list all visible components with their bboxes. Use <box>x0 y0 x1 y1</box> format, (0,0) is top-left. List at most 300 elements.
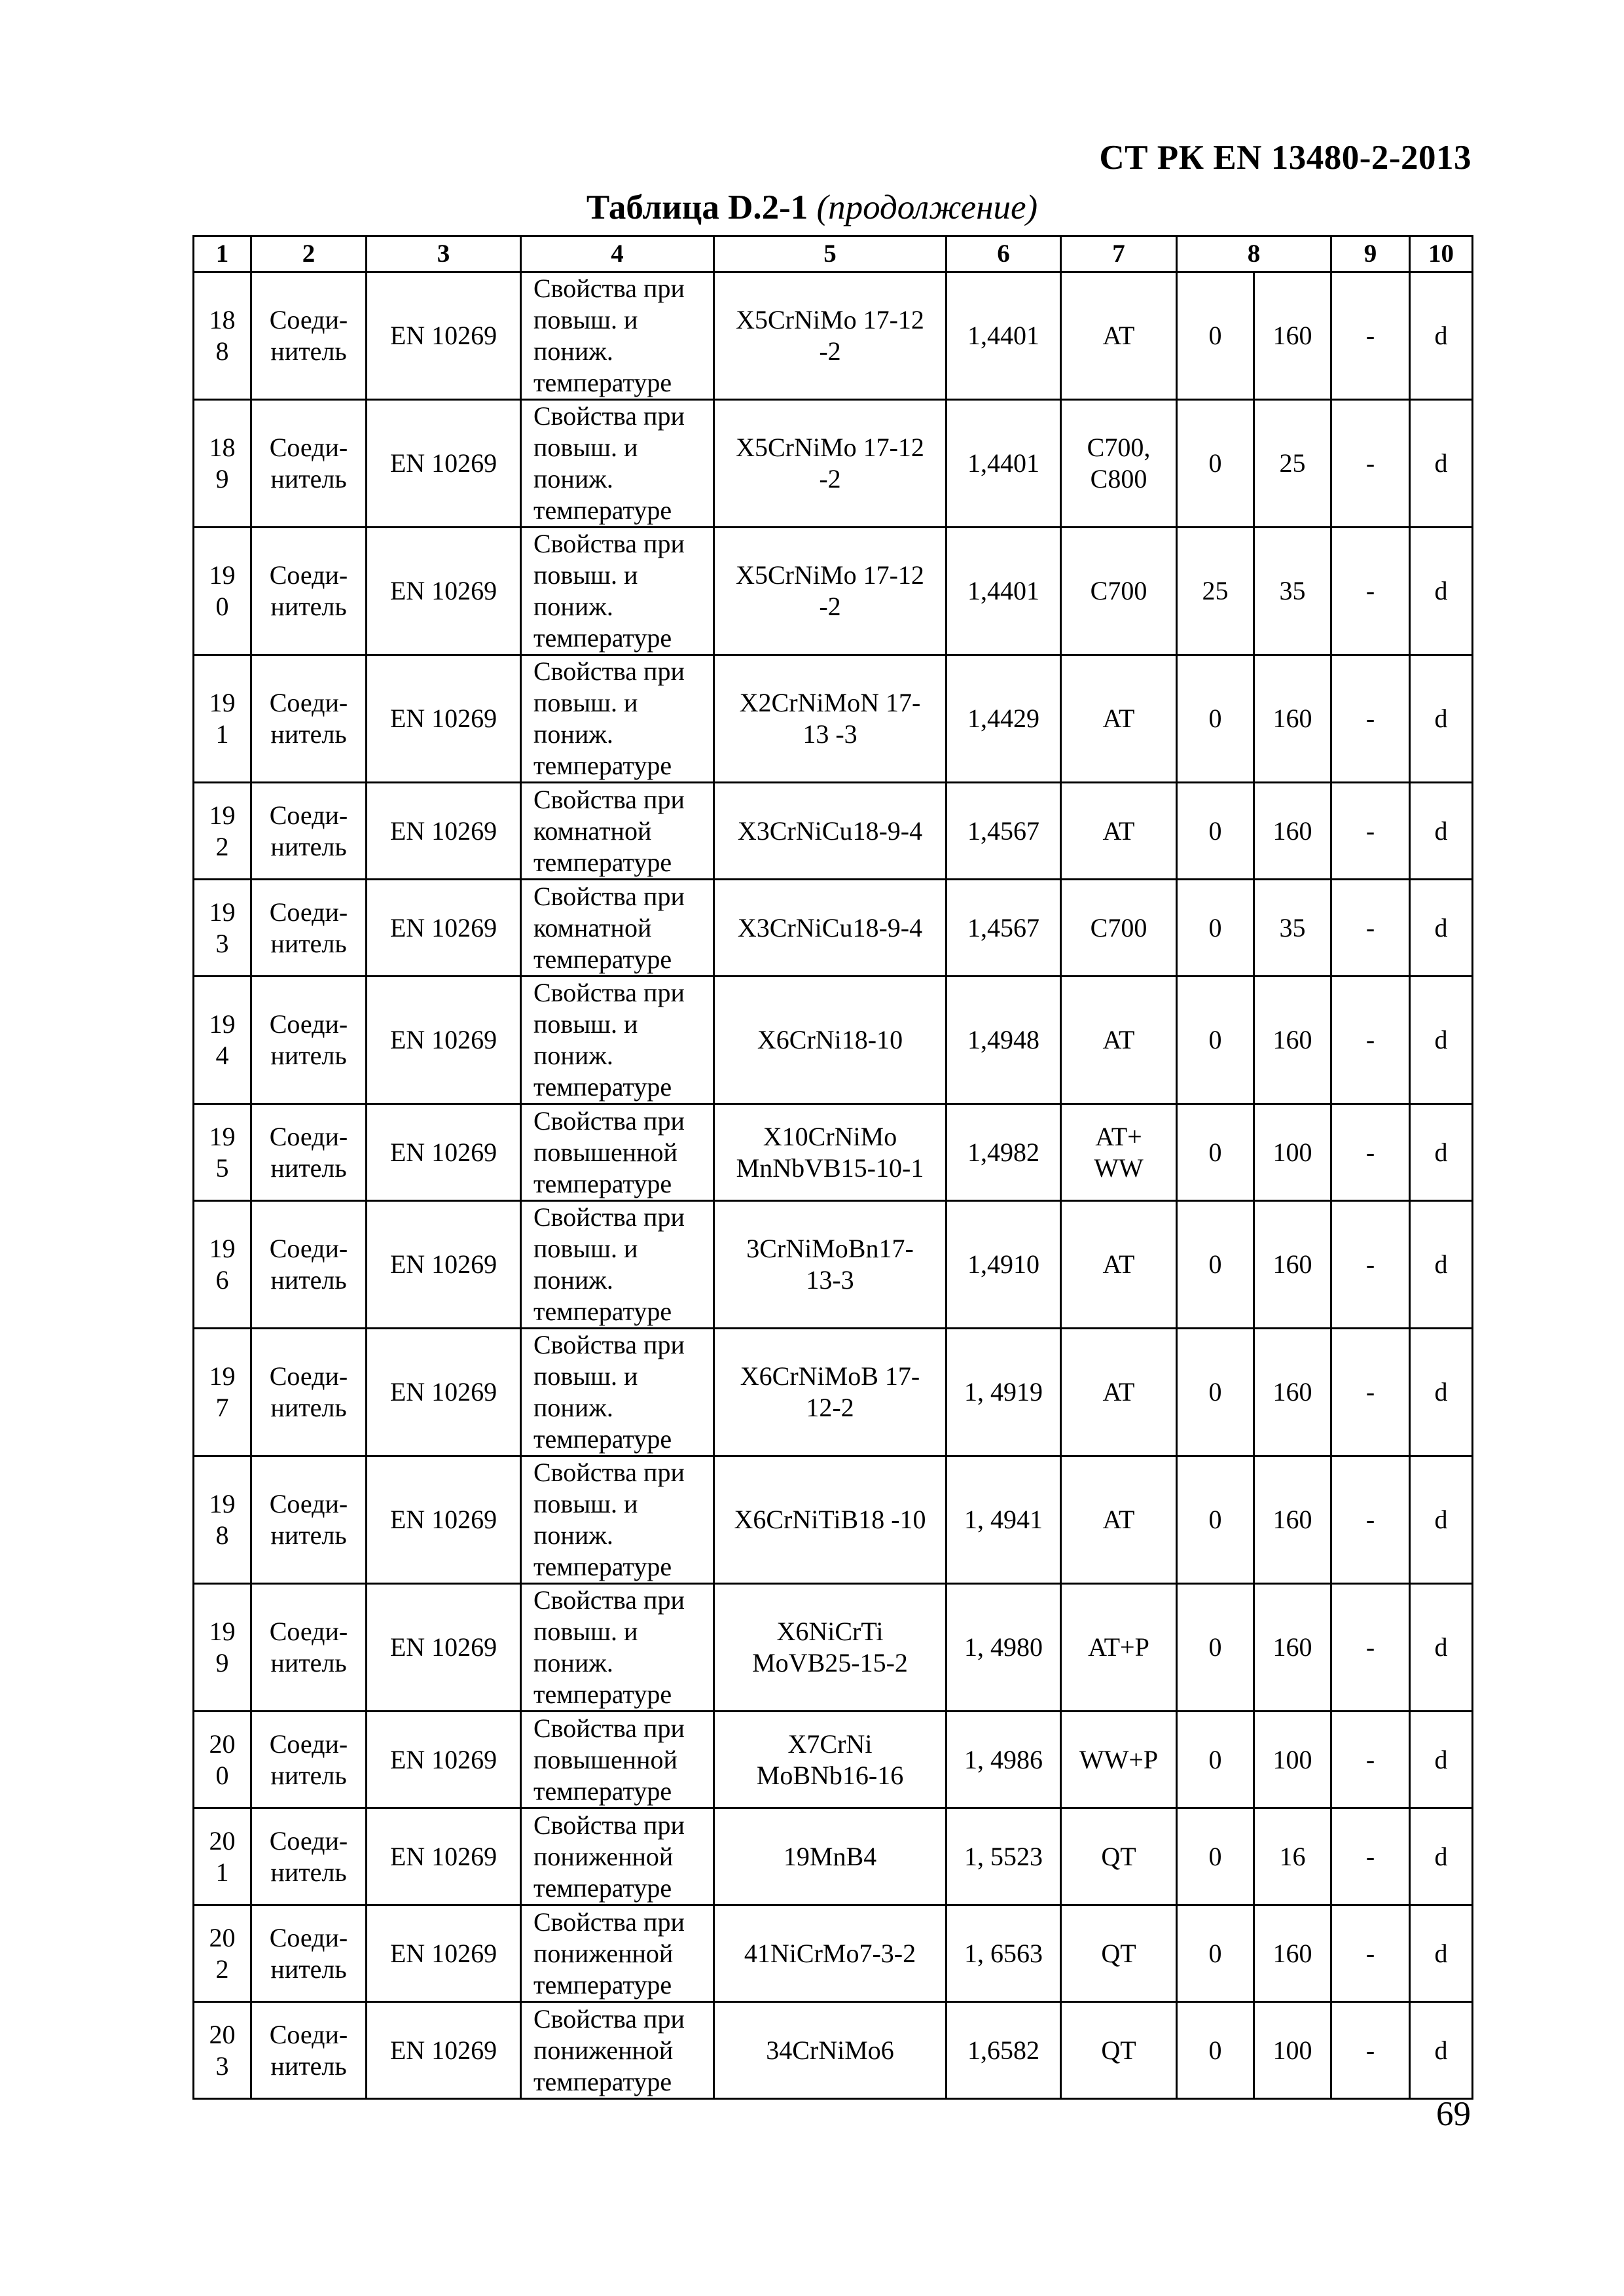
table-row <box>194 655 1473 783</box>
property-cell-line: Свойства при <box>533 881 685 911</box>
standard-cell: EN 10269 <box>367 1584 521 1712</box>
component-type-cell <box>251 1712 367 1808</box>
condition-cell <box>1061 977 1177 1104</box>
thickness-max-cell: 160 <box>1254 977 1331 1104</box>
property-cell-line: пониж. <box>533 1520 613 1550</box>
material-designation-cell-line: X5CrNiMo 17-12 <box>736 560 924 590</box>
row-number-cell-line: 18 <box>209 433 236 462</box>
column-10-cell: d <box>1410 783 1473 880</box>
property-cell <box>521 1905 714 2002</box>
condition-cell-line: QT <box>1101 1938 1136 1968</box>
property-cell-line: температуре <box>533 1072 672 1102</box>
condition-cell <box>1061 1456 1177 1584</box>
component-type-cell-line: Соеди- <box>269 1617 348 1646</box>
material-number-cell: 1,4948 <box>947 977 1061 1104</box>
row-number-cell-line: 3 <box>215 2051 229 2081</box>
column-9-cell: - <box>1331 880 1410 977</box>
standard-cell: EN 10269 <box>367 528 521 655</box>
thickness-max-cell: 160 <box>1254 1584 1331 1712</box>
table-name: Таблица D.2-1 <box>586 188 808 226</box>
table-row <box>194 1201 1473 1329</box>
component-type-cell-line: Соеди- <box>269 1729 348 1759</box>
component-type-cell-line: Соеди- <box>269 433 348 462</box>
column-10-cell: d <box>1410 1712 1473 1808</box>
material-designation-cell <box>714 1456 947 1584</box>
component-type-cell-line: Соеди- <box>269 1825 348 1856</box>
property-cell-line: Свойства при <box>533 1105 685 1136</box>
material-designation-cell <box>714 655 947 783</box>
column-9-cell: - <box>1331 783 1410 880</box>
property-cell-line: пониж. <box>533 1648 613 1677</box>
condition-cell-line: C700 <box>1090 912 1147 942</box>
row-number-cell-line: 20 <box>209 1922 236 1952</box>
property-cell-line: повыш. и <box>533 305 638 334</box>
material-designation-cell <box>714 528 947 655</box>
property-cell <box>521 977 714 1104</box>
component-type-cell-line: Соеди- <box>269 1489 348 1518</box>
condition-cell-line: QT <box>1101 2035 1136 2065</box>
row-number-cell-line: 8 <box>215 1520 229 1550</box>
material-designation-cell-line: X7CrNi <box>787 1729 873 1759</box>
row-number-cell-line: 3 <box>215 928 229 958</box>
thickness-min-cell: 0 <box>1177 1201 1254 1329</box>
column-9-cell: - <box>1331 2002 1410 2099</box>
thickness-max-cell: 100 <box>1254 2002 1331 2099</box>
condition-cell-line: AT <box>1102 816 1135 846</box>
thickness-min-cell: 0 <box>1177 783 1254 880</box>
property-cell-line: пониженной <box>533 1841 674 1871</box>
column-9-cell: - <box>1331 1104 1410 1201</box>
table-row <box>194 1584 1473 1712</box>
material-designation-cell-line: X3CrNiCu18-9-4 <box>737 912 923 942</box>
thickness-min-cell: 0 <box>1177 1712 1254 1808</box>
component-type-cell-line: нитель <box>270 1760 347 1790</box>
material-designation-cell-line: MoVB25-15-2 <box>752 1648 908 1677</box>
column-10-cell: d <box>1410 272 1473 400</box>
standard-cell: EN 10269 <box>367 977 521 1104</box>
standard-cell: EN 10269 <box>367 1201 521 1329</box>
property-cell-line: комнатной <box>533 912 652 942</box>
table-row <box>194 1808 1473 1905</box>
material-number-cell: 1, 5523 <box>947 1808 1061 1905</box>
property-cell <box>521 528 714 655</box>
row-number-cell <box>194 1712 251 1808</box>
component-type-cell <box>251 1456 367 1584</box>
material-number-cell: 1,4567 <box>947 880 1061 977</box>
property-cell-line: Свойства при <box>533 784 685 814</box>
condition-cell <box>1061 1329 1177 1456</box>
component-type-cell-line: нитель <box>270 1265 347 1295</box>
material-designation-cell-line: X3CrNiCu18-9-4 <box>737 816 923 846</box>
property-cell-line: Свойства при <box>533 1202 685 1232</box>
material-number-cell: 1,4401 <box>947 272 1061 400</box>
material-designation-cell <box>714 2002 947 2099</box>
page-number: 69 <box>1436 2095 1471 2133</box>
standard-cell: EN 10269 <box>367 1456 521 1584</box>
table-header-row <box>194 236 1473 272</box>
material-designation-cell-line: -2 <box>819 336 841 366</box>
row-number-cell-line: 19 <box>209 1361 236 1391</box>
column-9-cell: - <box>1331 655 1410 783</box>
row-number-cell <box>194 880 251 977</box>
condition-cell-line: AT <box>1102 1025 1135 1054</box>
condition-cell <box>1061 2002 1177 2099</box>
property-cell-line: пониж. <box>533 336 613 366</box>
condition-cell-line: QT <box>1101 1841 1136 1871</box>
component-type-cell-line: Соеди- <box>269 897 348 927</box>
component-type-cell-line: нитель <box>270 719 347 749</box>
property-cell-line: температуре <box>533 2066 672 2096</box>
property-cell-line: температуре <box>533 1776 672 1806</box>
material-designation-cell-line: 3CrNiMoBn17- <box>746 1234 914 1263</box>
material-designation-cell <box>714 1712 947 1808</box>
property-cell <box>521 783 714 880</box>
document-code: СТ РК EN 13480-2-2013 <box>1099 139 1471 177</box>
thickness-max-cell: 160 <box>1254 272 1331 400</box>
row-number-cell <box>194 783 251 880</box>
property-cell-line: комнатной <box>533 816 652 846</box>
condition-cell <box>1061 1808 1177 1905</box>
property-cell-line: повышенной <box>533 1744 677 1774</box>
condition-cell-line: WW <box>1094 1153 1144 1183</box>
row-number-cell-line: 0 <box>215 1760 229 1790</box>
thickness-max-cell: 160 <box>1254 1456 1331 1584</box>
column-9-cell: - <box>1331 400 1410 528</box>
standard-cell: EN 10269 <box>367 655 521 783</box>
material-number-cell: 1,4429 <box>947 655 1061 783</box>
property-cell <box>521 272 714 400</box>
row-number-cell-line: 7 <box>215 1393 229 1422</box>
property-cell-line: повыш. и <box>533 433 638 462</box>
table-container <box>192 235 1471 2100</box>
thickness-min-cell: 0 <box>1177 1329 1254 1456</box>
condition-cell-line: AT <box>1102 1505 1135 1534</box>
standard-cell: EN 10269 <box>367 1329 521 1456</box>
row-number-cell <box>194 272 251 400</box>
material-designation-cell-line: X6CrNiTiB18 -10 <box>734 1505 926 1534</box>
component-type-cell-line: Соеди- <box>269 560 348 590</box>
material-number-cell: 1,4401 <box>947 528 1061 655</box>
property-cell-line: Свойства при <box>533 1810 685 1840</box>
row-number-cell <box>194 528 251 655</box>
column-9-cell: - <box>1331 1201 1410 1329</box>
column-header: 5 <box>714 236 947 272</box>
material-designation-cell <box>714 880 947 977</box>
column-header: 4 <box>521 236 714 272</box>
property-cell-line: температуре <box>533 751 672 780</box>
row-number-cell-line: 6 <box>215 1265 229 1295</box>
row-number-cell <box>194 1104 251 1201</box>
row-number-cell-line: 20 <box>209 2019 236 2049</box>
column-header: 7 <box>1061 236 1177 272</box>
row-number-cell-line: 19 <box>209 897 236 927</box>
row-number-cell-line: 20 <box>209 1825 236 1856</box>
material-designation-cell-line: X5CrNiMo 17-12 <box>736 305 924 334</box>
property-cell <box>521 1712 714 1808</box>
component-type-cell-line: нитель <box>270 592 347 621</box>
component-type-cell-line: нитель <box>270 1857 347 1887</box>
material-number-cell: 1, 4980 <box>947 1584 1061 1712</box>
material-designation-cell <box>714 400 947 528</box>
condition-cell <box>1061 1905 1177 2002</box>
condition-cell-line: AT <box>1102 1377 1135 1407</box>
condition-cell <box>1061 528 1177 655</box>
property-cell-line: Свойства при <box>533 401 685 431</box>
row-number-cell-line: 19 <box>209 1617 236 1646</box>
condition-cell <box>1061 1201 1177 1329</box>
material-designation-cell <box>714 977 947 1104</box>
condition-cell <box>1061 400 1177 528</box>
thickness-max-cell: 16 <box>1254 1808 1331 1905</box>
row-number-cell-line: 19 <box>209 1489 236 1518</box>
column-header: 1 <box>194 236 251 272</box>
property-cell-line: температуре <box>533 495 672 525</box>
component-type-cell <box>251 783 367 880</box>
material-designation-cell <box>714 1808 947 1905</box>
condition-cell-line: C700 <box>1090 576 1147 605</box>
property-cell-line: пониж. <box>533 1265 613 1295</box>
property-cell <box>521 655 714 783</box>
component-type-cell <box>251 528 367 655</box>
table-continuation: (продолжение) <box>816 188 1038 226</box>
component-type-cell <box>251 400 367 528</box>
material-designation-cell-line: X6NiCrTi <box>776 1617 884 1646</box>
property-cell-line: повыш. и <box>533 1234 638 1263</box>
component-type-cell <box>251 1808 367 1905</box>
column-10-cell: d <box>1410 400 1473 528</box>
component-type-cell-line: нитель <box>270 1153 347 1183</box>
row-number-cell-line: 2 <box>215 831 229 861</box>
table-row <box>194 2002 1473 2099</box>
table-row <box>194 880 1473 977</box>
table-row <box>194 528 1473 655</box>
thickness-max-cell: 160 <box>1254 655 1331 783</box>
table-row <box>194 272 1473 400</box>
material-number-cell: 1, 4941 <box>947 1456 1061 1584</box>
row-number-cell-line: 18 <box>209 305 236 334</box>
thickness-min-cell: 0 <box>1177 2002 1254 2099</box>
table-body <box>194 272 1473 2099</box>
column-header: 9 <box>1331 236 1410 272</box>
component-type-cell <box>251 2002 367 2099</box>
property-cell-line: повыш. и <box>533 560 638 590</box>
standard-cell: EN 10269 <box>367 783 521 880</box>
material-designation-cell-line: 19MnB4 <box>783 1841 877 1871</box>
thickness-max-cell: 160 <box>1254 1329 1331 1456</box>
thickness-max-cell: 35 <box>1254 880 1331 977</box>
property-cell-line: повыш. и <box>533 1489 638 1518</box>
column-10-cell: d <box>1410 1584 1473 1712</box>
component-type-cell <box>251 1584 367 1712</box>
component-type-cell <box>251 1905 367 2002</box>
column-9-cell: - <box>1331 1329 1410 1456</box>
row-number-cell-line: 8 <box>215 336 229 366</box>
condition-cell-line: AT <box>1102 1249 1135 1279</box>
thickness-min-cell: 0 <box>1177 1905 1254 2002</box>
property-cell-line: пониж. <box>533 719 613 749</box>
property-cell-line: температуре <box>533 1424 672 1454</box>
property-cell-line: повыш. и <box>533 1617 638 1646</box>
property-cell-line: пониж. <box>533 464 613 493</box>
column-header: 2 <box>251 236 367 272</box>
component-type-cell <box>251 977 367 1104</box>
property-cell-line: Свойства при <box>533 529 685 558</box>
row-number-cell-line: 1 <box>215 719 229 749</box>
component-type-cell-line: нитель <box>270 1393 347 1422</box>
column-10-cell: d <box>1410 1808 1473 1905</box>
property-cell-line: Свойства при <box>533 2003 685 2034</box>
property-cell <box>521 880 714 977</box>
material-designation-cell <box>714 1905 947 2002</box>
thickness-min-cell: 0 <box>1177 1808 1254 1905</box>
property-cell <box>521 1808 714 1905</box>
material-designation-cell-line: X5CrNiMo 17-12 <box>736 433 924 462</box>
property-cell-line: пониж. <box>533 1041 613 1070</box>
row-number-cell-line: 4 <box>215 1041 229 1070</box>
row-number-cell <box>194 400 251 528</box>
condition-cell <box>1061 272 1177 400</box>
material-number-cell: 1,4567 <box>947 783 1061 880</box>
column-header: 8 <box>1177 236 1331 272</box>
materials-table <box>192 235 1473 2100</box>
thickness-max-cell: 160 <box>1254 1201 1331 1329</box>
property-cell-line: Свойства при <box>533 1458 685 1487</box>
material-designation-cell <box>714 1329 947 1456</box>
material-designation-cell-line: X6CrNiMoB 17- <box>740 1361 920 1391</box>
thickness-min-cell: 0 <box>1177 880 1254 977</box>
component-type-cell-line: Соеди- <box>269 1234 348 1263</box>
thickness-min-cell: 0 <box>1177 977 1254 1104</box>
component-type-cell-line: Соеди- <box>269 800 348 830</box>
material-designation-cell <box>714 1584 947 1712</box>
column-10-cell: d <box>1410 655 1473 783</box>
property-cell-line: температуре <box>533 1297 672 1326</box>
row-number-cell-line: 19 <box>209 1009 236 1039</box>
row-number-cell <box>194 1201 251 1329</box>
thickness-min-cell: 0 <box>1177 1456 1254 1584</box>
component-type-cell-line: нитель <box>270 1648 347 1677</box>
row-number-cell-line: 19 <box>209 688 236 717</box>
material-designation-cell <box>714 1104 947 1201</box>
condition-cell <box>1061 1104 1177 1201</box>
material-number-cell: 1, 6563 <box>947 1905 1061 2002</box>
material-designation-cell-line: -2 <box>819 464 841 493</box>
thickness-min-cell: 0 <box>1177 655 1254 783</box>
condition-cell-line: AT <box>1102 704 1135 733</box>
condition-cell-line: AT+P <box>1088 1632 1149 1662</box>
property-cell-line: Свойства при <box>533 1907 685 1937</box>
material-designation-cell-line: X6CrNi18-10 <box>757 1025 903 1054</box>
column-10-cell: d <box>1410 1104 1473 1201</box>
property-cell-line: пониженной <box>533 2035 674 2065</box>
column-header: 10 <box>1410 236 1473 272</box>
column-10-cell: d <box>1410 2002 1473 2099</box>
column-10-cell: d <box>1410 1456 1473 1584</box>
row-number-cell-line: 20 <box>209 1729 236 1759</box>
component-type-cell <box>251 1329 367 1456</box>
standard-cell: EN 10269 <box>367 272 521 400</box>
condition-cell-line: C800 <box>1090 464 1147 493</box>
column-9-cell: - <box>1331 528 1410 655</box>
row-number-cell <box>194 1584 251 1712</box>
thickness-min-cell: 0 <box>1177 400 1254 528</box>
thickness-max-cell: 160 <box>1254 783 1331 880</box>
column-9-cell: - <box>1331 1456 1410 1584</box>
material-designation-cell-line: 34CrNiMo6 <box>766 2035 894 2065</box>
row-number-cell-line: 2 <box>215 1954 229 1984</box>
component-type-cell <box>251 272 367 400</box>
material-designation-cell <box>714 783 947 880</box>
condition-cell <box>1061 880 1177 977</box>
material-number-cell: 1, 4919 <box>947 1329 1061 1456</box>
column-10-cell: d <box>1410 1329 1473 1456</box>
row-number-cell-line: 19 <box>209 800 236 830</box>
material-designation-cell-line: 13 -3 <box>803 719 857 749</box>
property-cell-line: температуре <box>533 368 672 397</box>
material-designation-cell <box>714 1201 947 1329</box>
row-number-cell-line: 19 <box>209 1234 236 1263</box>
column-9-cell: - <box>1331 1712 1410 1808</box>
standard-cell: EN 10269 <box>367 1808 521 1905</box>
thickness-max-cell: 160 <box>1254 1905 1331 2002</box>
row-number-cell <box>194 1456 251 1584</box>
condition-cell <box>1061 1712 1177 1808</box>
material-designation-cell <box>714 272 947 400</box>
condition-cell-line: WW+P <box>1079 1744 1159 1774</box>
component-type-cell-line: Соеди- <box>269 1009 348 1039</box>
condition-cell <box>1061 655 1177 783</box>
property-cell <box>521 1456 714 1584</box>
table-row <box>194 1104 1473 1201</box>
property-cell-line: повыш. и <box>533 1361 638 1391</box>
column-9-cell: - <box>1331 977 1410 1104</box>
material-number-cell: 1,4910 <box>947 1201 1061 1329</box>
property-cell <box>521 1104 714 1201</box>
property-cell-line: повышенной <box>533 1137 677 1167</box>
material-designation-cell-line: 12-2 <box>806 1393 854 1422</box>
column-10-cell: d <box>1410 1905 1473 2002</box>
standard-cell: EN 10269 <box>367 1712 521 1808</box>
property-cell-line: повыш. и <box>533 688 638 717</box>
material-designation-cell-line: MoBNb16-16 <box>756 1760 904 1790</box>
material-designation-cell-line: X2CrNiMoN 17- <box>739 688 921 717</box>
table-row <box>194 977 1473 1104</box>
row-number-cell-line: 19 <box>209 560 236 590</box>
column-10-cell: d <box>1410 1201 1473 1329</box>
property-cell-line: Свойства при <box>533 1585 685 1615</box>
standard-cell: EN 10269 <box>367 1104 521 1201</box>
column-9-cell: - <box>1331 1905 1410 2002</box>
material-designation-cell-line: 13-3 <box>806 1265 854 1295</box>
property-cell-line: Свойства при <box>533 978 685 1007</box>
property-cell-line: повыш. и <box>533 1009 638 1039</box>
property-cell-line: температуре <box>533 1552 672 1581</box>
standard-cell: EN 10269 <box>367 880 521 977</box>
component-type-cell <box>251 1201 367 1329</box>
row-number-cell <box>194 977 251 1104</box>
property-cell-line: пониженной <box>533 1938 674 1968</box>
table-row <box>194 1456 1473 1584</box>
material-designation-cell-line: 41NiCrMo7-3-2 <box>744 1938 916 1968</box>
property-cell-line: Свойства при <box>533 656 685 686</box>
component-type-cell-line: Соеди- <box>269 1121 348 1151</box>
property-cell-line: температуре <box>533 1168 672 1198</box>
component-type-cell-line: нитель <box>270 336 347 366</box>
row-number-cell-line: 1 <box>215 1857 229 1887</box>
condition-cell <box>1061 1584 1177 1712</box>
property-cell <box>521 1329 714 1456</box>
property-cell-line: пониж. <box>533 1393 613 1422</box>
